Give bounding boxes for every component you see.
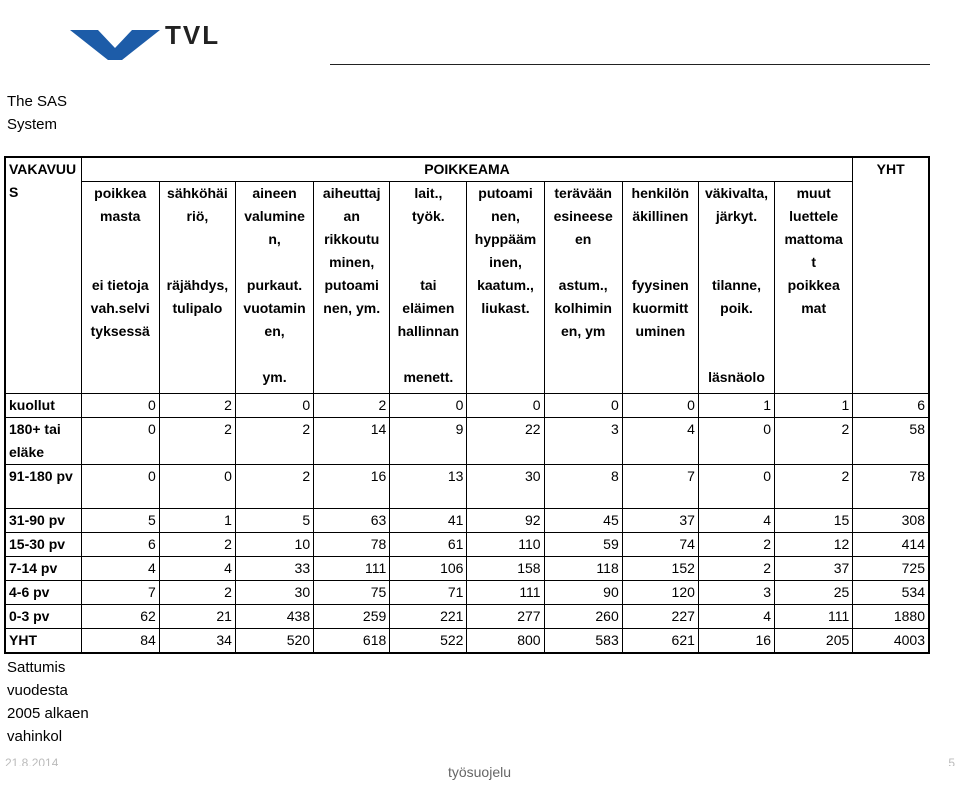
- cell-value: 21: [159, 605, 235, 629]
- cell-value: 0: [235, 394, 313, 418]
- row-label: 4-6 pv: [5, 581, 81, 605]
- cell-value: 520: [235, 629, 313, 654]
- cell-value: 15: [775, 509, 853, 533]
- injury-table: [4, 156, 930, 654]
- cell-value: 5: [81, 509, 159, 533]
- row-total: 58: [853, 418, 929, 465]
- cell-value: 2: [698, 557, 774, 581]
- vakavuus-header: VAKAVUUS: [5, 157, 81, 394]
- category-header: aiheuttaj an rikkoutu minen, putoami nen, ym.: [314, 182, 390, 394]
- table-row: [5, 394, 929, 418]
- cell-value: 120: [622, 581, 698, 605]
- cell-value: 110: [467, 533, 544, 557]
- cell-value: 4: [622, 418, 698, 465]
- cell-value: 74: [622, 533, 698, 557]
- cell-value: 0: [698, 418, 774, 465]
- footer-date: 21.8.2014: [5, 756, 59, 766]
- cell-value: 3: [698, 581, 774, 605]
- cell-value: 30: [235, 581, 313, 605]
- cell-value: 75: [314, 581, 390, 605]
- cell-value: 2: [159, 394, 235, 418]
- cell-value: 30: [467, 465, 544, 509]
- cell-value: 152: [622, 557, 698, 581]
- category-header: sähköhäi riö, räjähdys, tulipalo: [159, 182, 235, 394]
- cell-value: 25: [775, 581, 853, 605]
- cell-value: 14: [314, 418, 390, 465]
- cell-value: 22: [467, 418, 544, 465]
- cell-value: 34: [159, 629, 235, 654]
- category-header: henkilön äkillinen fyysinen kuormitt uminen: [622, 182, 698, 394]
- row-label: 7-14 pv: [5, 557, 81, 581]
- cell-value: 4: [698, 509, 774, 533]
- cell-value: 2: [314, 394, 390, 418]
- cell-value: 92: [467, 509, 544, 533]
- poikkeama-header: POIKKEAMA: [81, 157, 853, 182]
- row-total: 4003: [853, 629, 929, 654]
- cell-value: 118: [544, 557, 622, 581]
- sattumis-label: Sattumis vuodesta 2005 alkaen vahinkol: [7, 659, 89, 745]
- cell-value: 12: [775, 533, 853, 557]
- footer-text: työsuojelu: [447, 764, 512, 780]
- category-header: poikkea masta ei tietoja vah.selvi tyksessä: [81, 182, 159, 394]
- cell-value: 9: [390, 418, 467, 465]
- category-header: terävään esineese en astum., kolhimin en, ym: [544, 182, 622, 394]
- row-label: 180+ tai eläke: [5, 418, 81, 465]
- category-header: aineen valumine n, purkaut. vuotamin en, ym.: [235, 182, 313, 394]
- cell-value: 205: [775, 629, 853, 654]
- cell-value: 4: [159, 557, 235, 581]
- table-row: [5, 581, 929, 605]
- category-header: putoami nen, hyppääm inen, kaatum., liukast.: [467, 182, 544, 394]
- cell-value: 2: [698, 533, 774, 557]
- row-label: 15-30 pv: [5, 533, 81, 557]
- cell-value: 2: [159, 581, 235, 605]
- cell-value: 8: [544, 465, 622, 509]
- cell-value: 71: [390, 581, 467, 605]
- cell-value: 16: [698, 629, 774, 654]
- cell-value: 78: [314, 533, 390, 557]
- cell-value: 0: [544, 394, 622, 418]
- row-total: 1880: [853, 605, 929, 629]
- category-header: muut luettele mattoma t poikkea mat: [775, 182, 853, 394]
- cell-value: 7: [622, 465, 698, 509]
- cell-value: 111: [314, 557, 390, 581]
- cell-value: 227: [622, 605, 698, 629]
- table-row: [5, 605, 929, 629]
- cell-value: 0: [159, 465, 235, 509]
- row-label: 91-180 pv: [5, 465, 81, 509]
- cell-value: 0: [467, 394, 544, 418]
- cell-value: 6: [81, 533, 159, 557]
- cell-value: 1: [698, 394, 774, 418]
- cell-value: 2: [775, 418, 853, 465]
- cell-value: 618: [314, 629, 390, 654]
- table-row: [5, 557, 929, 581]
- cell-value: 7: [81, 581, 159, 605]
- row-total: 308: [853, 509, 929, 533]
- cell-value: 2: [159, 418, 235, 465]
- sas-system-label: The SAS System: [7, 93, 68, 133]
- logo-text: TVL: [165, 20, 221, 50]
- row-total: 725: [853, 557, 929, 581]
- header-rule: [330, 64, 930, 65]
- cell-value: 0: [622, 394, 698, 418]
- cell-value: 13: [390, 465, 467, 509]
- row-label: kuollut: [5, 394, 81, 418]
- cell-value: 800: [467, 629, 544, 654]
- cell-value: 221: [390, 605, 467, 629]
- cell-value: 158: [467, 557, 544, 581]
- cell-value: 41: [390, 509, 467, 533]
- cell-value: 0: [81, 418, 159, 465]
- cell-value: 621: [622, 629, 698, 654]
- cell-value: 45: [544, 509, 622, 533]
- cell-value: 2: [775, 465, 853, 509]
- cell-value: 0: [390, 394, 467, 418]
- cell-value: 37: [622, 509, 698, 533]
- table-row: [5, 418, 929, 465]
- table-row: [5, 465, 929, 509]
- row-total: 78: [853, 465, 929, 509]
- cell-value: 0: [698, 465, 774, 509]
- row-total: 414: [853, 533, 929, 557]
- table-row: [5, 533, 929, 557]
- cell-value: 59: [544, 533, 622, 557]
- cell-value: 1: [159, 509, 235, 533]
- category-header: väkivalta, järkyt. tilanne, poik. läsnäolo: [698, 182, 774, 394]
- cell-value: 259: [314, 605, 390, 629]
- cell-value: 4: [698, 605, 774, 629]
- cell-value: 2: [235, 418, 313, 465]
- cell-value: 2: [159, 533, 235, 557]
- cell-value: 522: [390, 629, 467, 654]
- total-header: YHT: [853, 157, 929, 394]
- cell-value: 1: [775, 394, 853, 418]
- table-row: [5, 509, 929, 533]
- row-total: 6: [853, 394, 929, 418]
- cell-value: 63: [314, 509, 390, 533]
- cell-value: 62: [81, 605, 159, 629]
- cell-value: 2: [235, 465, 313, 509]
- cell-value: 5: [235, 509, 313, 533]
- cell-value: 106: [390, 557, 467, 581]
- cell-value: 3: [544, 418, 622, 465]
- cell-value: 84: [81, 629, 159, 654]
- table-row: [5, 629, 929, 654]
- cell-value: 583: [544, 629, 622, 654]
- cell-value: 0: [81, 394, 159, 418]
- cell-value: 33: [235, 557, 313, 581]
- row-label: 0-3 pv: [5, 605, 81, 629]
- cell-value: 260: [544, 605, 622, 629]
- cell-value: 111: [467, 581, 544, 605]
- cell-value: 0: [81, 465, 159, 509]
- cell-value: 277: [467, 605, 544, 629]
- page-number: 5: [948, 756, 955, 766]
- tvl-logo: [70, 22, 250, 62]
- row-label: 31-90 pv: [5, 509, 81, 533]
- cell-value: 10: [235, 533, 313, 557]
- cell-value: 111: [775, 605, 853, 629]
- cell-value: 90: [544, 581, 622, 605]
- cell-value: 4: [81, 557, 159, 581]
- row-total: 534: [853, 581, 929, 605]
- cell-value: 37: [775, 557, 853, 581]
- category-header: lait., työk. tai eläimen hallinnan menett.: [390, 182, 467, 394]
- cell-value: 16: [314, 465, 390, 509]
- cell-value: 438: [235, 605, 313, 629]
- cell-value: 61: [390, 533, 467, 557]
- row-label: YHT: [5, 629, 81, 654]
